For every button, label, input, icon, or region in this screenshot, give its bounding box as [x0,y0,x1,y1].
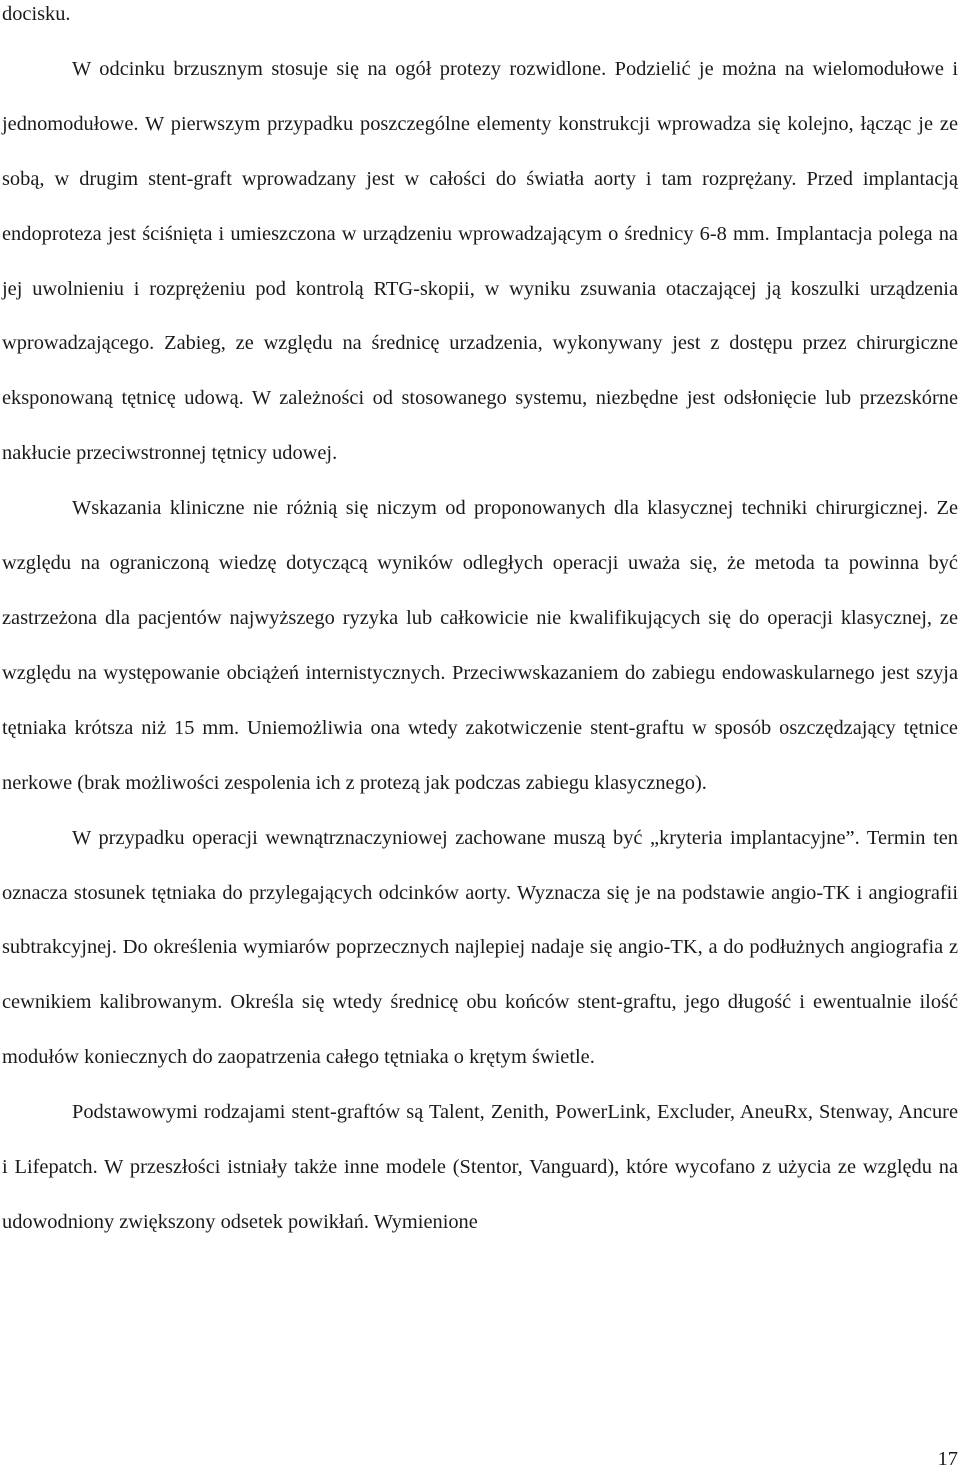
paragraph-continuation: docisku. [2,3,71,25]
paragraph-implantation-criteria: W przypadku operacji wewnątrznaczyniowej zachowane muszą być „kryteria implantacyjne”. Termin ten oznacza stosunek tętniaka do przylegających odcinków aorty. Wyznacza się je na podstawie angio-TK i angiografii subtrakcyjnej. Do określenia wymiarów poprzecznych najlepiej nadaje się angio-TK, a do podłużnych angiografia z cewnikiem kalibrowanym. Określa się wtedy średnicę obu końców stent-graftu, jego długość i ewentualnie ilość modułów koniecznych do zaopatrzenia całego tętniaka o krętym świetle. [2,826,958,1069]
document-body [2,0,958,1250]
paragraph-endovascular-procedure: W odcinku brzusznym stosuje się na ogół protezy rozwidlone. Podzielić je można na wielomodułowe i jednomodułowe. W pierwszym przypadku poszczególne elementy konstrukcji wprowadza się kolejno, łącząc je ze sobą, w drugim stent-graft wprowadzany jest w całości do światła aorty i tam rozprężany. Przed implantacją endoproteza jest ściśnięta i umieszczona w urządzeniu wprowadzającym o średnicy 6-8 mm. Implantacja polega na jej uwolnieniu i rozprężeniu pod kontrolą RTG-skopii, w wyniku zsuwania otaczającej ją koszulki urządzenia wprowadzającego. Zabieg, ze względu na średnicę urzadzenia, wykonywany jest z dostępu przez chirurgiczne eksponowaną tętnicę udową. W zależności od stosowanego systemu, niezbędne jest odsłonięcie lub przezskórne nakłucie przeciwstronnej tętnicy udowej. [2,57,958,465]
page-number: 17 [937,1448,958,1470]
paragraph-clinical-indications: Wskazania kliniczne nie różnią się niczym od proponowanych dla klasycznej techniki chirurgicznej. Ze względu na ograniczoną wiedzę dotyczącą wyników odległych operacji uważa się, że metoda ta powinna być zastrzeżona dla pacjentów najwyższego ryzyka lub całkowicie nie kwalifikujących się do operacji klasycznej, ze względu na występowanie obciążeń internistycznych. Przeciwwskazaniem do zabiegu endowaskularnego jest szyja tętniaka krótsza niż 15 mm. Uniemożliwia ona wtedy zakotwiczenie stent-graftu w sposób oszczędzający tętnice nerkowe (brak możliwości zespolenia ich z protezą jak podczas zabiegu klasycznego). [2,497,958,794]
paragraph-stent-graft-types: Podstawowymi rodzajami stent-graftów są Talent, Zenith, PowerLink, Excluder, AneuRx, Stenway, Ancure i Lifepatch. W przeszłości istniały także inne modele (Stentor, Vanguard), które wycofano z użycia ze względu na udowodniony zwiększony odsetek powikłań. Wymienione [2,1101,958,1233]
